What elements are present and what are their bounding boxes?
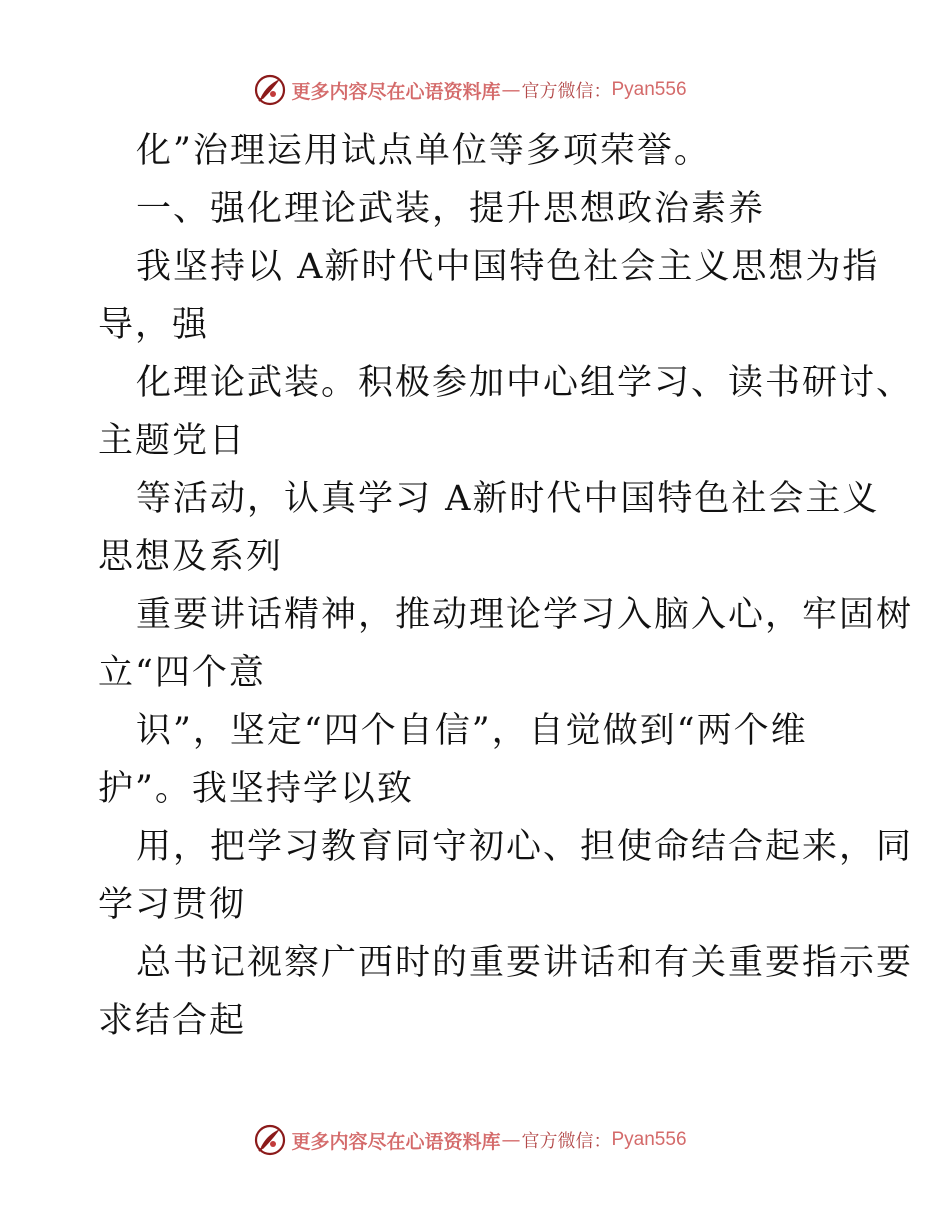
footer-watermark-banner — [0, 1120, 950, 1160]
body-line: 学习贯彻 — [98, 885, 247, 925]
header-watermark-banner — [0, 70, 950, 110]
footer-banner-content — [253, 1123, 686, 1157]
body-line: 主题党日 — [98, 421, 247, 461]
document-body — [98, 122, 914, 1050]
pen-logo-icon — [253, 73, 287, 107]
body-line: 求结合起 — [98, 1001, 247, 1041]
header-banner-separator: — — [501, 79, 521, 101]
footer-banner-separator: — — [501, 1129, 521, 1151]
pen-logo-icon — [253, 1123, 287, 1157]
body-line: 等活动，认真学习 A新时代中国特色社会主义 — [136, 479, 880, 519]
body-line: 重要讲话精神，推动理论学习入脑入心，牢固树 — [136, 595, 914, 635]
footer-banner-main-text: 更多内容尽在心语资料库 — [291, 1130, 501, 1153]
header-banner-account: Pyan556 — [611, 79, 687, 100]
body-line: 识”，坚定“四个自信”，自觉做到“两个维 — [136, 711, 808, 751]
header-banner-main-text: 更多内容尽在心语资料库 — [291, 80, 501, 103]
body-line: 化理论武装。积极参加中心组学习、读书研讨、 — [136, 363, 914, 403]
body-line: 思想及系列 — [98, 537, 284, 577]
body-line: 化”治理运用试点单位等多项荣誉。 — [136, 131, 711, 171]
body-line: 导，强 — [98, 305, 210, 345]
body-line: 护”。我坚持学以致 — [98, 769, 414, 809]
footer-banner-account: Pyan556 — [611, 1129, 687, 1150]
body-line: 一、强化理论武装，提升思想政治素养 — [136, 189, 766, 229]
footer-banner-suffix: 官方微信： — [521, 1131, 612, 1152]
body-line: 用，把学习教育同守初心、担使命结合起来，同 — [136, 827, 914, 867]
header-banner-content — [253, 73, 686, 107]
body-line: 我坚持以 A新时代中国特色社会主义思想为指 — [136, 247, 880, 287]
body-line: 总书记视察广西时的重要讲话和有关重要指示要 — [136, 943, 914, 983]
body-line: 立“四个意 — [98, 653, 266, 693]
header-banner-suffix: 官方微信： — [521, 81, 612, 102]
